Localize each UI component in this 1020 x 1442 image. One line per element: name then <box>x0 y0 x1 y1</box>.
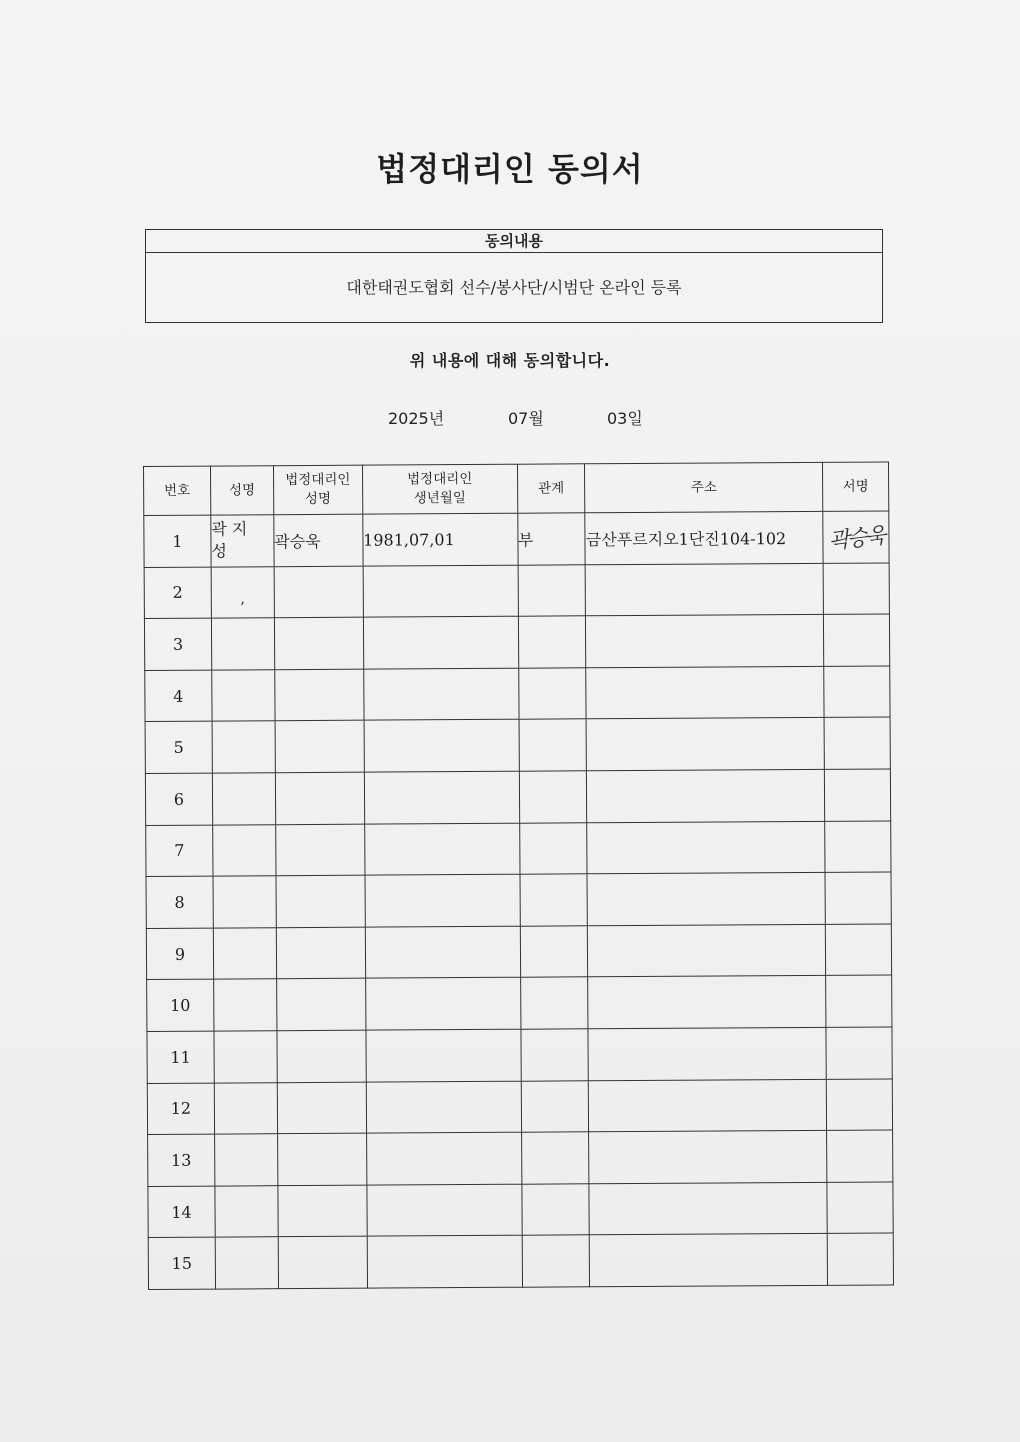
row-name <box>215 1185 278 1237</box>
table-row <box>145 666 890 722</box>
row-guardian-name <box>276 824 365 876</box>
row-address <box>588 924 826 977</box>
row-number: 15 <box>148 1237 215 1289</box>
row-signature <box>824 666 890 718</box>
table-row <box>146 872 891 928</box>
row-number: 6 <box>145 773 212 825</box>
row-mark: , <box>240 591 245 608</box>
row-guardian-birth <box>363 565 518 618</box>
row-number: 13 <box>148 1134 215 1186</box>
table-row <box>145 717 890 773</box>
table-row <box>145 769 890 825</box>
row-number: 7 <box>146 825 213 877</box>
row-guardian-birth <box>366 1081 521 1134</box>
row-address <box>586 615 824 668</box>
table-header-row <box>144 462 889 516</box>
row-address <box>586 563 824 616</box>
header-number: 번호 <box>144 466 211 515</box>
row-signature <box>823 614 889 666</box>
row-name <box>215 1237 278 1289</box>
row-name-line2: 성 <box>211 541 227 561</box>
consent-content-box <box>145 229 883 323</box>
row-signature <box>823 511 889 563</box>
row-number: 3 <box>144 618 211 670</box>
row-guardian-birth <box>365 926 520 979</box>
header-guardian-birth <box>362 464 517 514</box>
row-guardian-name <box>276 978 365 1030</box>
row-guardian-birth <box>365 978 520 1031</box>
row-guardian-name <box>275 669 364 721</box>
row-guardian-name <box>275 772 364 824</box>
document-title: 법정대리인 동의서 <box>376 150 644 188</box>
row-relation <box>518 616 586 668</box>
table-row <box>144 511 889 567</box>
row-relation <box>519 719 587 771</box>
row-relation <box>519 822 587 874</box>
header-relation: 관계 <box>517 464 585 513</box>
date-day: 03일 <box>607 409 643 428</box>
row-number: 10 <box>147 979 214 1031</box>
table-row <box>147 1078 892 1134</box>
row-signature <box>827 1182 893 1234</box>
row-name <box>211 515 274 567</box>
row-number: 1 <box>144 515 211 567</box>
row-name <box>213 927 276 979</box>
row-signature <box>826 975 892 1027</box>
row-signature <box>824 769 890 821</box>
row-guardian-birth <box>363 668 518 721</box>
row-name <box>214 1134 277 1186</box>
row-guardian-name <box>276 927 365 979</box>
row-name-line1: 곽 지 <box>211 519 248 539</box>
roster-body <box>144 511 894 1289</box>
table-row <box>148 1233 893 1289</box>
row-signature <box>824 717 890 769</box>
row-guardian-birth <box>367 1184 522 1237</box>
row-signature <box>825 872 891 924</box>
row-guardian-name <box>278 1236 367 1288</box>
row-relation <box>520 926 588 978</box>
row-relation <box>518 564 586 616</box>
row-name <box>211 566 274 618</box>
row-address <box>587 821 825 874</box>
row-number: 9 <box>146 928 213 980</box>
row-relation <box>521 1080 589 1132</box>
header-guardian-birth-line1: 법정대리인 <box>407 470 473 488</box>
row-signature <box>826 1078 892 1130</box>
row-address <box>590 1234 828 1287</box>
row-guardian-birth <box>365 874 520 927</box>
table-row <box>144 563 889 619</box>
row-relation <box>520 1029 588 1081</box>
header-signature: 서명 <box>823 462 889 511</box>
header-address: 주소 <box>585 462 823 512</box>
row-name <box>214 979 277 1031</box>
row-number: 5 <box>145 721 212 773</box>
table-row <box>147 975 892 1031</box>
row-relation <box>520 977 588 1029</box>
header-name: 성명 <box>210 466 273 515</box>
header-guardian-name-line1: 법정대리인 <box>285 471 351 489</box>
row-name <box>213 824 276 876</box>
row-guardian-name <box>277 1133 366 1185</box>
row-relation <box>520 874 588 926</box>
row-signature <box>826 1027 892 1079</box>
handwritten-signature: 곽승욱 <box>827 523 885 555</box>
table-row <box>148 1182 893 1238</box>
row-name <box>212 721 275 773</box>
row-guardian-birth <box>367 1236 522 1289</box>
row-number: 8 <box>146 876 213 928</box>
row-guardian-birth <box>363 616 518 669</box>
row-number: 14 <box>148 1186 215 1238</box>
header-guardian-birth-line2: 생년월일 <box>413 490 466 507</box>
header-guardian-name <box>273 465 362 515</box>
row-signature <box>825 821 891 873</box>
agreement-statement: 위 내용에 대해 동의합니다. <box>409 351 611 370</box>
row-number: 11 <box>147 1031 214 1083</box>
row-relation <box>522 1235 590 1287</box>
row-address <box>589 1079 827 1132</box>
row-address <box>589 1182 827 1235</box>
row-guardian-name: 곽승욱 <box>274 514 363 566</box>
row-number: 2 <box>144 567 211 619</box>
consent-content-text: 대한태권도협회 선수/봉사단/시범단 온라인 등록 <box>346 278 682 297</box>
row-guardian-name <box>274 566 363 618</box>
row-relation <box>518 668 586 720</box>
row-guardian-birth: 1981,07,01 <box>362 513 517 566</box>
row-relation <box>521 1184 589 1236</box>
date-month: 07월 <box>508 409 544 428</box>
row-guardian-birth <box>366 1029 521 1082</box>
row-address <box>589 1130 827 1183</box>
date-year: 2025년 <box>388 409 445 428</box>
row-relation <box>521 1132 589 1184</box>
row-guardian-name <box>274 617 363 669</box>
row-guardian-birth <box>366 1132 521 1185</box>
row-address <box>587 872 825 925</box>
table-row <box>144 614 889 670</box>
row-guardian-birth <box>364 771 519 824</box>
row-address: 금산푸르지오1단진104-102 <box>585 511 823 564</box>
row-signature <box>823 563 889 615</box>
row-name <box>214 1082 277 1134</box>
guardian-roster-table <box>143 461 894 1289</box>
table-row <box>147 1027 892 1083</box>
row-number: 4 <box>145 670 212 722</box>
row-address <box>588 1027 826 1080</box>
row-name <box>213 876 276 928</box>
row-guardian-name <box>277 1030 366 1082</box>
table-row <box>146 821 891 877</box>
row-address <box>586 666 824 719</box>
consent-content-header: 동의내용 <box>146 230 882 253</box>
table-row <box>148 1130 893 1186</box>
row-guardian-birth <box>364 823 519 876</box>
row-number: 12 <box>147 1083 214 1135</box>
row-name <box>214 1031 277 1083</box>
row-relation <box>519 771 587 823</box>
row-guardian-name <box>278 1185 367 1237</box>
row-name <box>212 669 275 721</box>
row-guardian-name <box>276 875 365 927</box>
row-address <box>586 718 824 771</box>
row-signature <box>825 924 891 976</box>
row-address <box>588 976 826 1029</box>
row-relation: 부 <box>517 513 585 565</box>
row-address <box>587 769 825 822</box>
row-name <box>211 618 274 670</box>
table-row <box>146 924 891 980</box>
header-guardian-name-line2: 성명 <box>304 490 332 508</box>
row-guardian-name <box>275 721 364 773</box>
row-name <box>212 773 275 825</box>
row-signature <box>827 1130 893 1182</box>
row-signature <box>827 1233 893 1285</box>
row-guardian-name <box>277 1082 366 1134</box>
row-guardian-birth <box>364 720 519 773</box>
